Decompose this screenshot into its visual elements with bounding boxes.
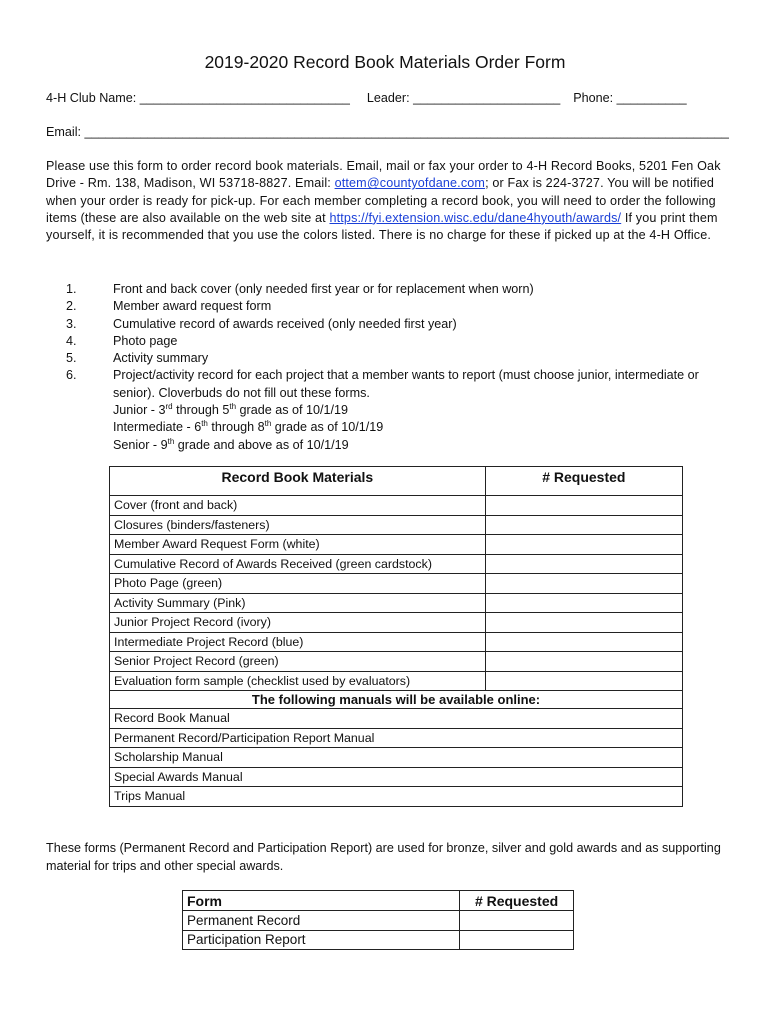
materials-table: [109, 466, 683, 807]
table-row: Member Award Request Form (white): [110, 535, 683, 555]
intro-text-2: ; or Fax is 224-3727. You will be notified when your order is ready for pick-up. For each member completing a record book, you will need to order the following items (these are also available on the web site at: [46, 176, 716, 225]
email-link[interactable]: ottem@countyofdane.com: [334, 176, 486, 191]
grade-intermediate: Intermediate - 6th through 8th grade as of 10/1/19: [113, 419, 384, 435]
manuals-header: The following manuals will be available online:: [110, 691, 683, 709]
email-field[interactable]: Email: ____________________________________________________________________________________________: [46, 125, 729, 139]
table-row: Photo Page (green): [110, 574, 683, 594]
manual-row: Trips Manual: [110, 787, 683, 807]
quantity-cell[interactable]: [485, 515, 682, 535]
table-row: Cover (front and back): [110, 496, 683, 516]
grade-junior: Junior - 3rd through 5th grade as of 10/1/19: [113, 401, 349, 418]
table-row: Activity Summary (Pink): [110, 593, 683, 613]
page-title: 2019-2020 Record Book Materials Order Form: [204, 52, 566, 72]
quantity-cell[interactable]: [460, 911, 574, 931]
table-row: Closures (binders/fasteners): [110, 515, 683, 535]
leader-field[interactable]: Leader: _____________________: [366, 91, 561, 105]
intro-paragraph: [46, 158, 726, 244]
phone-field[interactable]: Phone: __________: [573, 91, 687, 105]
table-row: Senior Project Record (green): [110, 652, 683, 672]
list-item: 1. Front and back cover (only needed first year or for replacement when worn): [66, 282, 534, 296]
forms-table: [182, 890, 574, 950]
quantity-cell[interactable]: [485, 671, 682, 691]
materials-col-header: Record Book Materials: [110, 467, 486, 496]
manual-row: Scholarship Manual: [110, 748, 683, 768]
intro-text-1: Please use this form to order record book materials. Email, mail or fax your order to 4-H Record Books, 5201 Fen Oak Drive - Rm. 138, Madison, WI 53718-8827. Email:: [46, 159, 721, 191]
form-col-header: Form: [183, 891, 460, 911]
quantity-cell[interactable]: [485, 652, 682, 672]
manual-row: Record Book Manual: [110, 709, 683, 729]
list-item: 5. Activity summary: [66, 351, 209, 366]
requested-col-header: # Requested: [460, 891, 574, 911]
manual-row: Permanent Record/Participation Report Manual: [110, 728, 683, 748]
list-item: 6. Project/activity record for each project that a member wants to report (must choose junior, intermediate or senior). Cloverbuds do not fill out these forms.: [66, 368, 699, 400]
website-link[interactable]: https://fyi.extension.wisc.edu/dane4hyouth/awards/: [329, 210, 622, 225]
club-name-field[interactable]: 4-H Club Name: ______________________________: [46, 91, 350, 105]
forms-note: These forms (Permanent Record and Participation Report) are used for bronze, silver and gold awards and as supporting material for trips and other special awards.: [46, 841, 721, 873]
list-item: 3. Cumulative record of awards received (only needed first year): [66, 316, 457, 331]
table-row: Cumulative Record of Awards Received (green cardstock): [110, 554, 683, 574]
table-header-row: [110, 467, 683, 496]
requested-col-header: # Requested: [485, 467, 682, 496]
quantity-cell[interactable]: [485, 554, 682, 574]
quantity-cell[interactable]: [485, 593, 682, 613]
grade-senior: Senior - 9th grade and above as of 10/1/19: [113, 436, 349, 452]
table-row: Permanent Record: [183, 911, 574, 931]
intro-text-3: If you print them yourself, it is recommended that you use the colors listed. There is no charge for these if picked up at the 4-H Office.: [46, 210, 718, 243]
table-row: Evaluation form sample (checklist used by evaluators): [110, 671, 683, 691]
materials-list: [66, 281, 726, 454]
manual-row: Special Awards Manual: [110, 767, 683, 787]
quantity-cell[interactable]: [485, 613, 682, 633]
manuals-header-row: [110, 691, 683, 709]
quantity-cell[interactable]: [485, 496, 682, 516]
list-item: 2. Member award request form: [66, 299, 272, 314]
quantity-cell[interactable]: [460, 930, 574, 950]
table-row: Intermediate Project Record (blue): [110, 632, 683, 652]
quantity-cell[interactable]: [485, 535, 682, 555]
table-row: Junior Project Record (ivory): [110, 613, 683, 633]
table-row: Participation Report: [183, 930, 574, 950]
quantity-cell[interactable]: [485, 632, 682, 652]
club-info-row: [46, 91, 687, 105]
quantity-cell[interactable]: [485, 574, 682, 594]
table-header-row: [183, 891, 574, 911]
list-item: 4. Photo page: [66, 333, 178, 348]
